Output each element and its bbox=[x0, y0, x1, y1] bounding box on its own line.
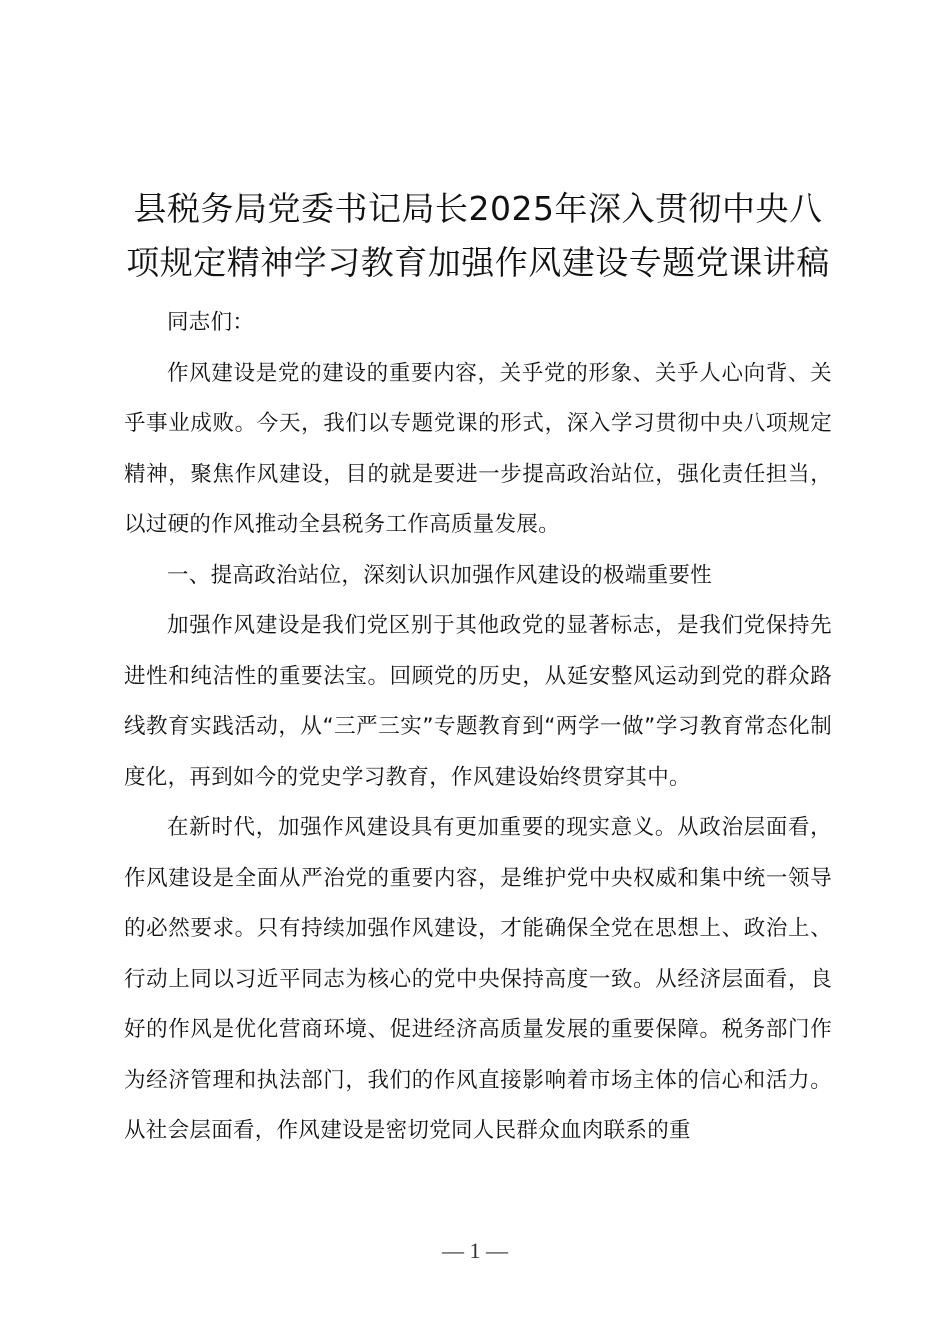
section-heading-1: 一、提高政治站位，深刻认识加强作风建设的极端重要性 bbox=[167, 562, 713, 588]
document-title: 县税务局党委书记局长2025年深入贯彻中央八项规定精神学习教育加强作风建设专题党课讲稿 bbox=[126, 189, 830, 282]
salutation: 同志们： bbox=[167, 310, 255, 335]
paragraph-new-era: 在新时代，加强作风建设具有更加重要的现实意义。从政治层面看，作风建设是全面从严治党的重要内容，是维护党中央权威和集中统一领导的必然要求。只有持续加强作风建设，才能确保全党在思想上、政治上、行动上同以习近平同志为核心的党中央保持高度一致。从经济层面看，良好的作风是优化营商环境、促进经济高质量发展的重要保障。税务部门作为经济管理和执法部门，我们的作风直接影响着市场主体的信心和活力。从社会层面看，作风建设是密切党同人民群众血肉联系的重 bbox=[124, 815, 832, 1143]
paragraph-intro: 作风建设是党的建设的重要内容，关乎党的形象、关乎人心向背、关乎事业成败。今天，我们以专题党课的形式，深入学习贯彻中央八项规定精神，聚焦作风建设，目的就是要进一步提高政治站位，强化责任担当，以过硬的作风推动全县税务工作高质量发展。 bbox=[124, 360, 832, 537]
page-number: — 1 — bbox=[442, 1238, 508, 1263]
paragraph-history: 加强作风建设是我们党区别于其他政党的显著标志，是我们党保持先进性和纯洁性的重要法宝。回顾党的历史，从延安整风运动到党的群众路线教育实践活动，从“三严三实”专题教育到“两学一做”学习教育常态化制度化，再到如今的党史学习教育，作风建设始终贯穿其中。 bbox=[124, 613, 832, 790]
document-body bbox=[124, 182, 832, 1157]
